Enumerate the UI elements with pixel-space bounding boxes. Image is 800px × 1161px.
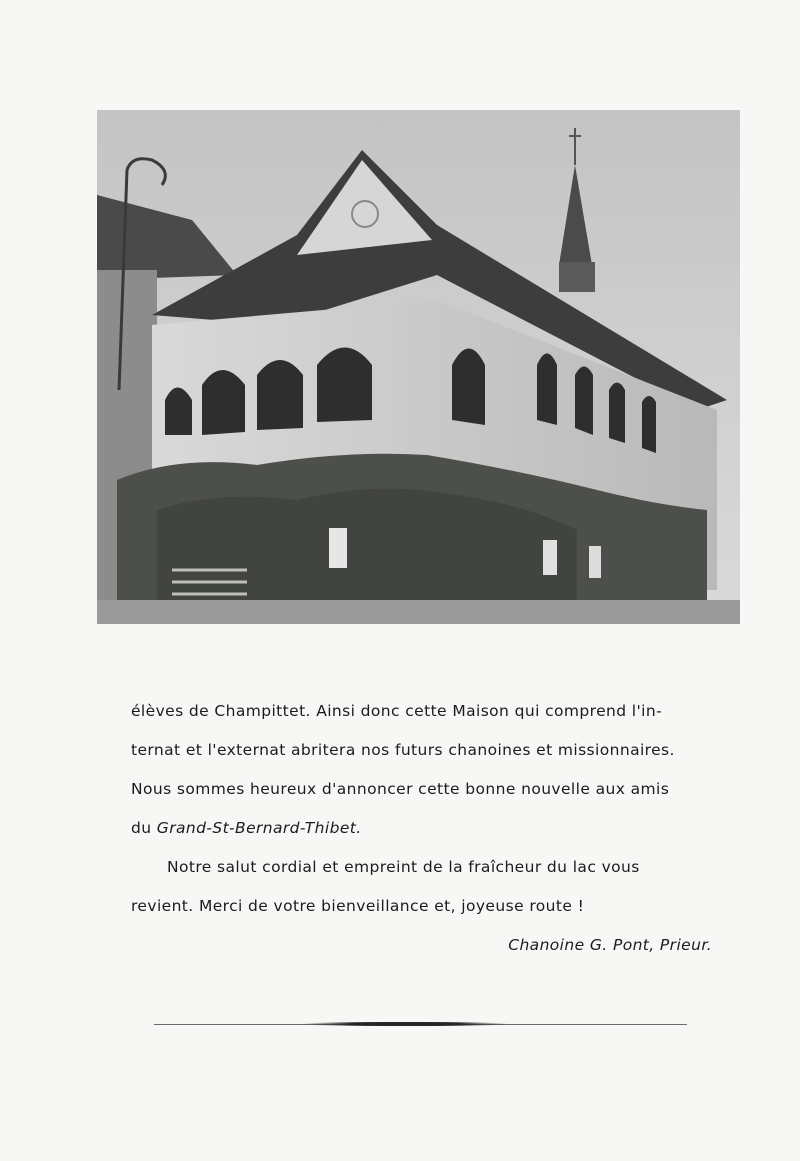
paragraph-1-line-3: Nous sommes heureux d'annoncer cette bonne nouvelle aux amis: [131, 780, 670, 798]
signature: Chanoine G. Pont, Prieur.: [508, 936, 712, 954]
paragraph-1: [131, 692, 712, 848]
building-photo: [97, 110, 740, 624]
publication-title: Grand-St-Bernard-Thibet.: [156, 819, 362, 837]
paragraph-1-line-1: élèves de Champittet. Ainsi donc cette Maison qui comprend l'in-: [131, 702, 663, 720]
paragraph-1-line-2: ternat et l'externat abritera nos futurs chanoines et missionnaires.: [131, 741, 675, 759]
paragraph-2: [131, 848, 712, 926]
paragraph-2-line-1: Notre salut cordial et empreint de la fraîcheur du lac vous: [167, 858, 640, 876]
divider-ornament: [300, 1022, 510, 1026]
body-text: [131, 692, 712, 965]
paragraph-2-line-2: revient. Merci de votre bienveillance et, joyeuse route !: [131, 897, 585, 915]
paragraph-1-line-4-prefix: du: [131, 819, 157, 837]
chapel-illustration: [97, 110, 740, 624]
